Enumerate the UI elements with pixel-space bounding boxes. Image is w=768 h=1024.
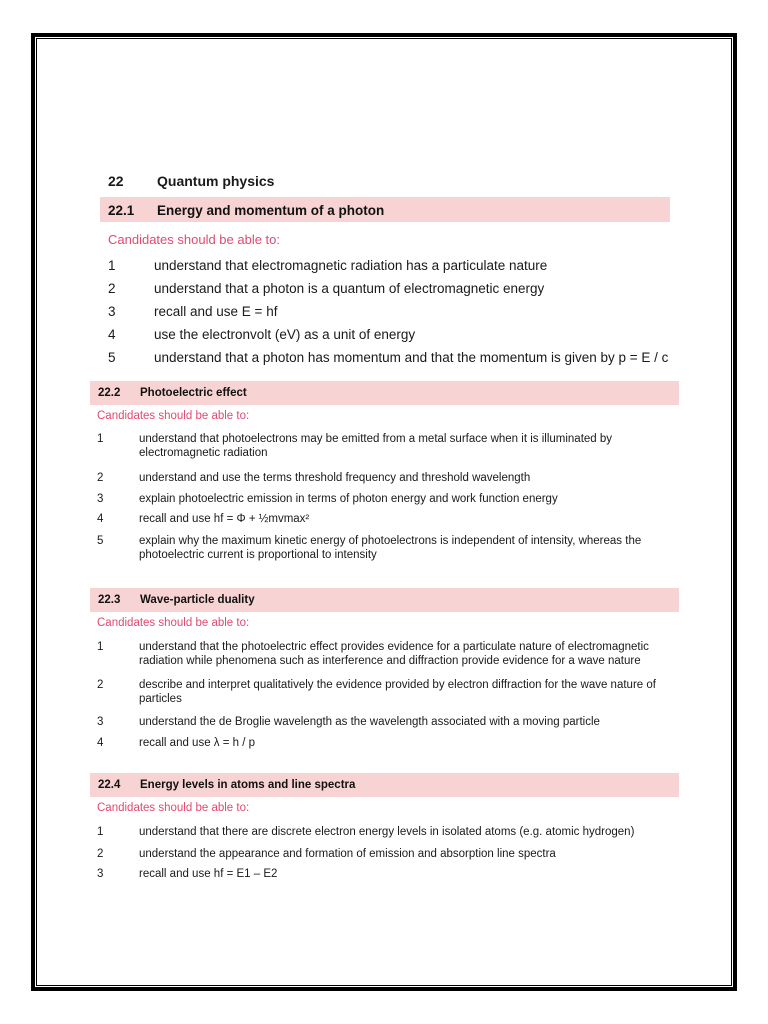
- section-number: 22.2: [98, 387, 121, 399]
- item-text: recall and use E = hf: [154, 304, 278, 319]
- chapter-number: 22: [108, 173, 124, 189]
- item-number: 1: [108, 258, 116, 273]
- item-number: 2: [97, 472, 104, 484]
- chapter-title: Quantum physics: [157, 173, 275, 189]
- section-header-bar: [90, 588, 679, 612]
- item-text: understand the de Broglie wavelength as the wavelength associated with a moving particle: [139, 716, 600, 728]
- item-text: recall and use λ = h / p: [139, 737, 256, 749]
- item-number: 4: [97, 737, 104, 749]
- item-text: describe and interpret qualitatively the evidence provided by electron diffraction for the wave nature of particles: [139, 679, 656, 705]
- section-header-bar: [90, 773, 679, 797]
- item-text: understand the appearance and formation of emission and absorption line spectra: [139, 848, 556, 860]
- item-text: understand that a photon is a quantum of electromagnetic energy: [154, 281, 545, 296]
- item-number: 1: [97, 641, 104, 653]
- item-number: 3: [97, 716, 104, 728]
- section-title: Energy levels in atoms and line spectra: [140, 779, 356, 791]
- section-intro: Candidates should be able to:: [97, 617, 250, 629]
- item-text: understand that a photon has momentum and that the momentum is given by p = E / c: [154, 350, 669, 365]
- item-text: explain photoelectric emission in terms of photon energy and work function energy: [139, 493, 558, 505]
- section-number: 22.3: [98, 594, 121, 606]
- item-text: recall and use hf = Φ + ½mvmax²: [139, 513, 310, 525]
- section-number: 22.1: [108, 203, 135, 218]
- item-number: 3: [97, 493, 104, 505]
- item-number: 1: [97, 826, 104, 838]
- chapter-heading: [108, 173, 274, 189]
- section-header-bar: [90, 381, 679, 405]
- item-number: 4: [97, 513, 104, 525]
- item-text: explain why the maximum kinetic energy of photoelectrons is independent of intensity, whereas the photoelectric current is proportional to intensity: [139, 535, 642, 561]
- section-title: Energy and momentum of a photon: [157, 203, 385, 218]
- item-text: understand and use the terms threshold frequency and threshold wavelength: [139, 472, 531, 484]
- item-text: understand that electromagnetic radiation has a particulate nature: [154, 258, 548, 273]
- section-title: Wave-particle duality: [140, 594, 255, 606]
- item-text: recall and use hf = E1 – E2: [139, 868, 278, 880]
- section-title: Photoelectric effect: [140, 387, 247, 399]
- item-number: 3: [108, 304, 116, 319]
- item-number: 2: [108, 281, 116, 296]
- item-number: 3: [97, 868, 104, 880]
- item-number: 2: [97, 679, 104, 691]
- item-number: 5: [97, 535, 104, 547]
- item-number: 4: [108, 327, 116, 342]
- section-intro: Candidates should be able to:: [97, 410, 250, 422]
- item-text: understand that the photoelectric effect provides evidence for a particulate nature of electromagnetic radiation while phenomena such as interference and diffraction provide evidence for a wave nature: [139, 641, 649, 667]
- section-header-bar: [100, 197, 670, 222]
- section-intro: Candidates should be able to:: [108, 232, 281, 247]
- section-intro: Candidates should be able to:: [97, 802, 250, 814]
- item-text: use the electronvolt (eV) as a unit of energy: [154, 327, 416, 342]
- item-number: 1: [97, 433, 104, 445]
- item-text: understand that photoelectrons may be emitted from a metal surface when it is illuminated by electromagnetic radiation: [139, 433, 613, 459]
- item-number: 5: [108, 350, 116, 365]
- section-number: 22.4: [98, 779, 121, 791]
- item-text: understand that there are discrete electron energy levels in isolated atoms (e.g. atomic hydrogen): [139, 826, 635, 838]
- item-number: 2: [97, 848, 104, 860]
